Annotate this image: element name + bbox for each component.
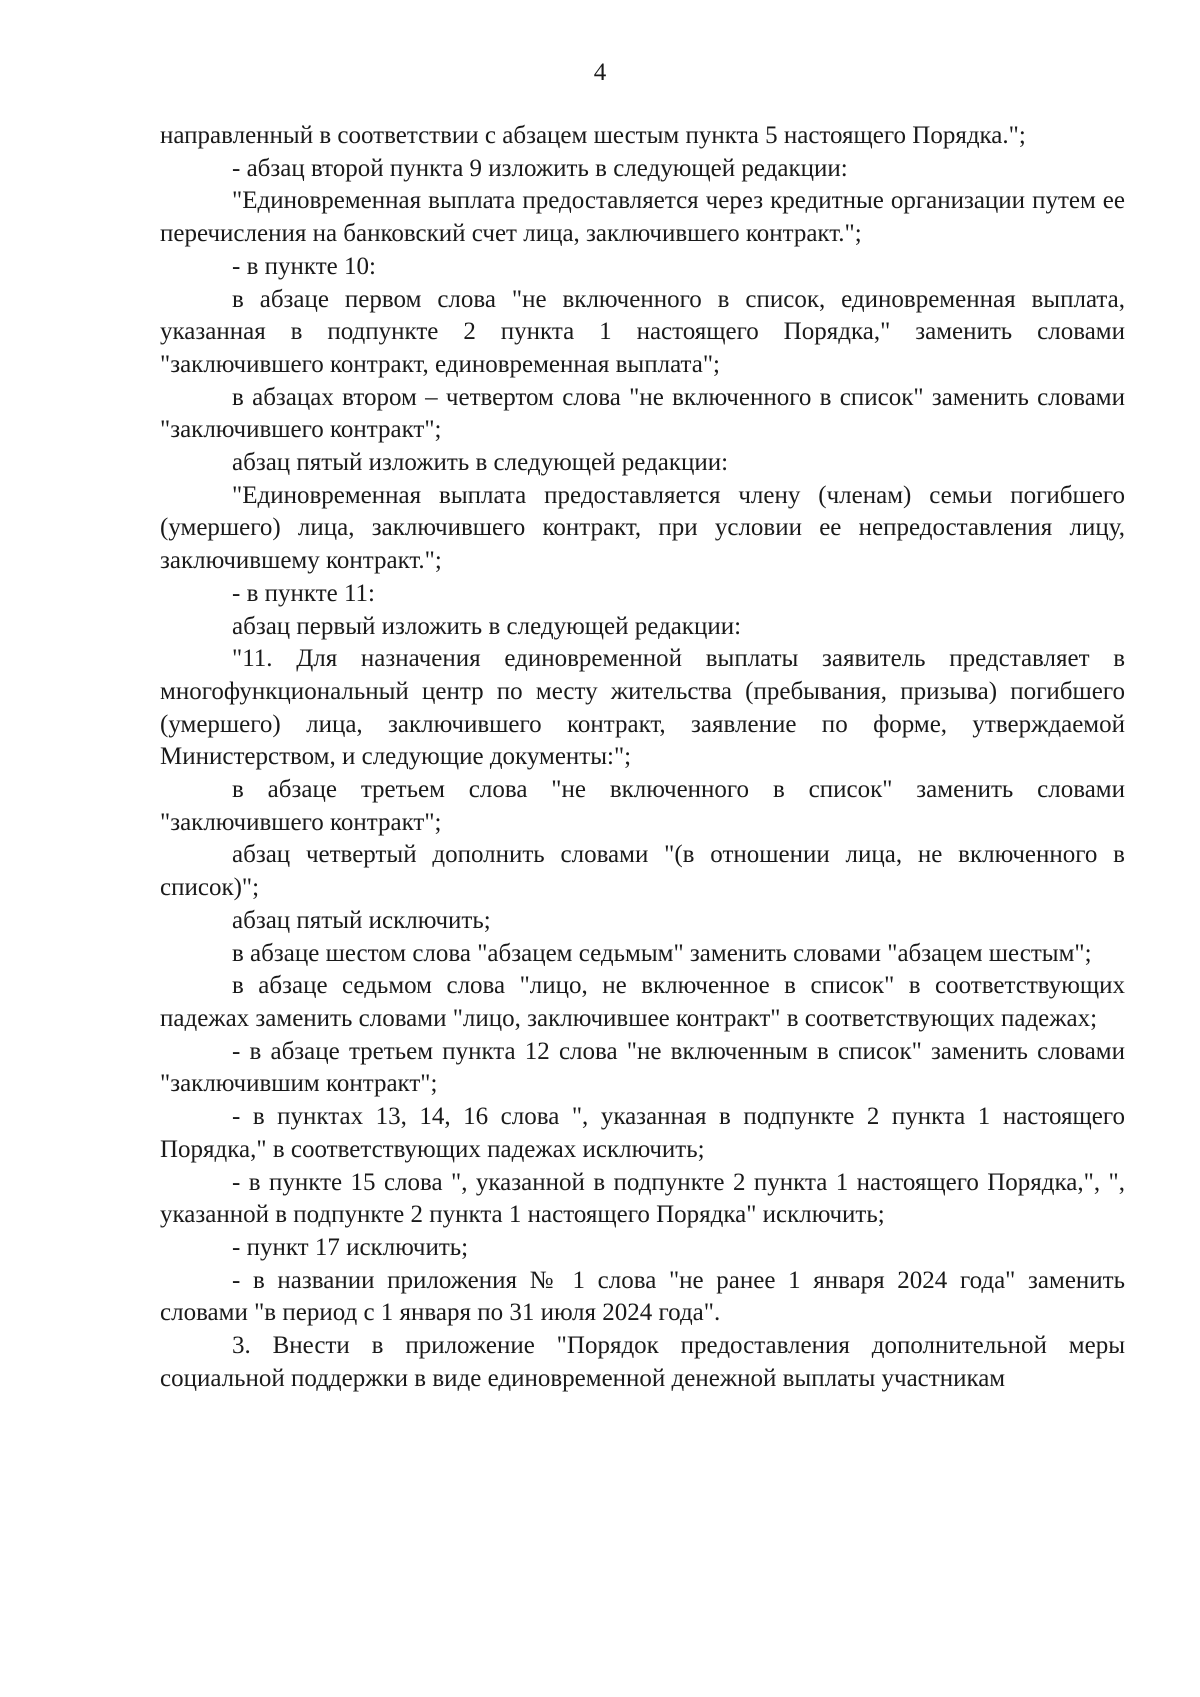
document-body [160,120,1125,1395]
paragraph: абзац пятый изложить в следующей редакции: [232,449,729,477]
paragraph: в абзаце третьем слова "не включенного в список" заменить словами "заключившего контракт"; [160,776,1125,836]
paragraph: в абзацах втором – четвертом слова "не включенного в список" заменить словами "заключившего контракт"; [160,383,1125,444]
paragraph: - в пункте 15 слова ", указанной в подпункте 2 пункта 1 настоящего Порядка,", ", указанной в подпункте 2 пункта 1 настоящего Порядка" исключить; [160,1168,1125,1229]
paragraph: - в названии приложения № 1 слова "не ранее 1 января 2024 года" заменить словами "в период с 1 января по 31 июля 2024 года". [160,1266,1125,1327]
paragraph: - пункт 17 исключить; [232,1233,469,1261]
paragraph: "Единовременная выплата предоставляется через кредитные организации путем ее перечисления на банковский счет лица, заключившего контракт."; [160,187,1125,248]
paragraph: в абзаце первом слова "не включенного в список, единовременная выплата, указанная в подпункте 2 пункта 1 настоящего Порядка," заменить словами "заключившего контракт, единовременная выплата"; [160,285,1125,378]
paragraph: в абзаце шестом слова "абзацем седьмым" заменить словами "абзацем шестым"; [232,939,1092,967]
paragraph: "11. Для назначения единовременной выплаты заявитель представляет в многофункциональный центр по месту жительства (пребывания, призыва) погибшего (умершего) лица, заключившего контракт, заявление по форме, утверждаемой Министерством, и следующие документы:"; [160,645,1125,771]
paragraph: - абзац второй пункта 9 изложить в следующей редакции: [232,154,848,182]
paragraph: абзац первый изложить в следующей редакции: [232,612,742,640]
paragraph: абзац четвертый дополнить словами "(в отношении лица, не включенного в список)"; [160,841,1125,902]
paragraph: "Единовременная выплата предоставляется члену (членам) семьи погибшего (умершего) лица, заключившего контракт, при условии ее непредоставления лицу, заключившему контракт."; [160,481,1125,575]
paragraph: в абзаце седьмом слова "лицо, не включенное в список" в соответствующих падежах заменить словами "лицо, заключившее контракт" в соответствующих падежах; [160,972,1125,1032]
page-number: 4 [593,59,607,86]
paragraph: - в пунктах 13, 14, 16 слова ", указанная в подпункте 2 пункта 1 настоящего Порядка," в соответствующих падежах исключить; [160,1103,1125,1163]
paragraph: - в пункте 11: [232,579,375,607]
paragraph: абзац пятый исключить; [232,906,491,934]
paragraph: 3. Внести в приложение "Порядок предоставления дополнительной меры социальной поддержки в виде единовременной денежной выплаты участникам [160,1332,1125,1392]
paragraph: - в абзаце третьем пункта 12 слова "не включенным в список" заменить словами "заключившим контракт"; [160,1037,1125,1098]
paragraph: направленный в соответствии с абзацем шестым пункта 5 настоящего Порядка."; [160,122,1026,149]
paragraph: - в пункте 10: [232,252,376,280]
